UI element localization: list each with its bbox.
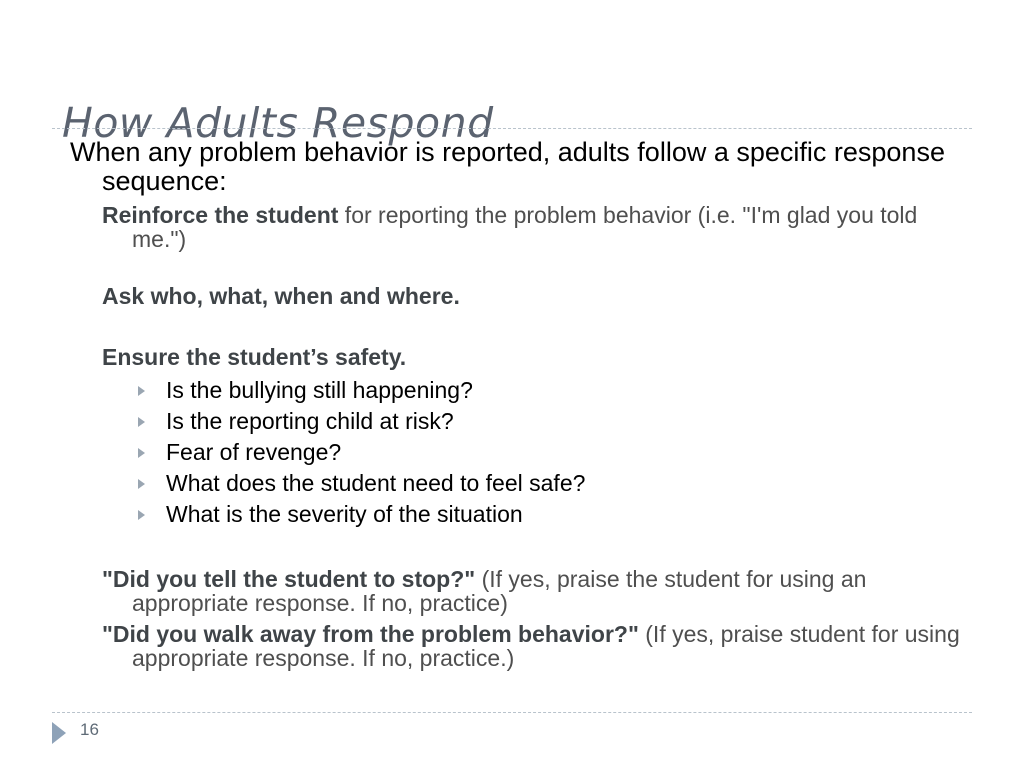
step-tell-stop-bold: "Did you tell the student to stop?" xyxy=(102,566,476,592)
step-walk-away-text: (If yes, praise student for using appropriate response. If no, practice.) xyxy=(132,621,960,671)
step-walk-away-bold: "Did you walk away from the problem behavior?" xyxy=(102,621,639,647)
triangle-bullet-icon xyxy=(138,386,145,396)
step-tell-stop xyxy=(102,567,970,615)
triangle-bullet-icon xyxy=(138,510,145,520)
intro-text: When any problem behavior is reported, adults follow a specific response sequence: xyxy=(70,137,945,196)
step-reinforce xyxy=(102,203,970,251)
triangle-bullet-icon xyxy=(138,417,145,427)
list-item: Is the reporting child at risk? xyxy=(134,406,970,437)
list-item: What is the severity of the situation xyxy=(134,499,970,530)
step-tell-stop-text: (If yes, praise the student for using an appropriate response. If no, practice) xyxy=(132,566,867,616)
slide-body xyxy=(70,138,970,670)
list-item: What does the student need to feel safe? xyxy=(134,468,970,499)
step-ask xyxy=(102,284,970,308)
safety-question-list xyxy=(134,375,970,530)
list-item: Fear of revenge? xyxy=(134,437,970,468)
triangle-bullet-icon xyxy=(138,448,145,458)
step-safety-bold: Ensure the student’s safety. xyxy=(102,344,407,370)
step-reinforce-text: for reporting the problem behavior (i.e. "I'm glad you told me.") xyxy=(132,202,918,252)
footer-divider xyxy=(52,712,972,713)
step-safety xyxy=(102,345,970,369)
page-number: 16 xyxy=(80,720,99,739)
step-ask-bold: Ask who, what, when and where. xyxy=(102,283,460,309)
step-reinforce-bold: Reinforce the student xyxy=(102,202,339,228)
step-walk-away xyxy=(102,622,970,670)
title-divider xyxy=(52,128,972,129)
list-item: Is the bullying still happening? xyxy=(134,375,970,406)
slide-title: How Adults Respond xyxy=(62,99,494,148)
slide-arrow-icon xyxy=(52,722,66,744)
triangle-bullet-icon xyxy=(138,479,145,489)
